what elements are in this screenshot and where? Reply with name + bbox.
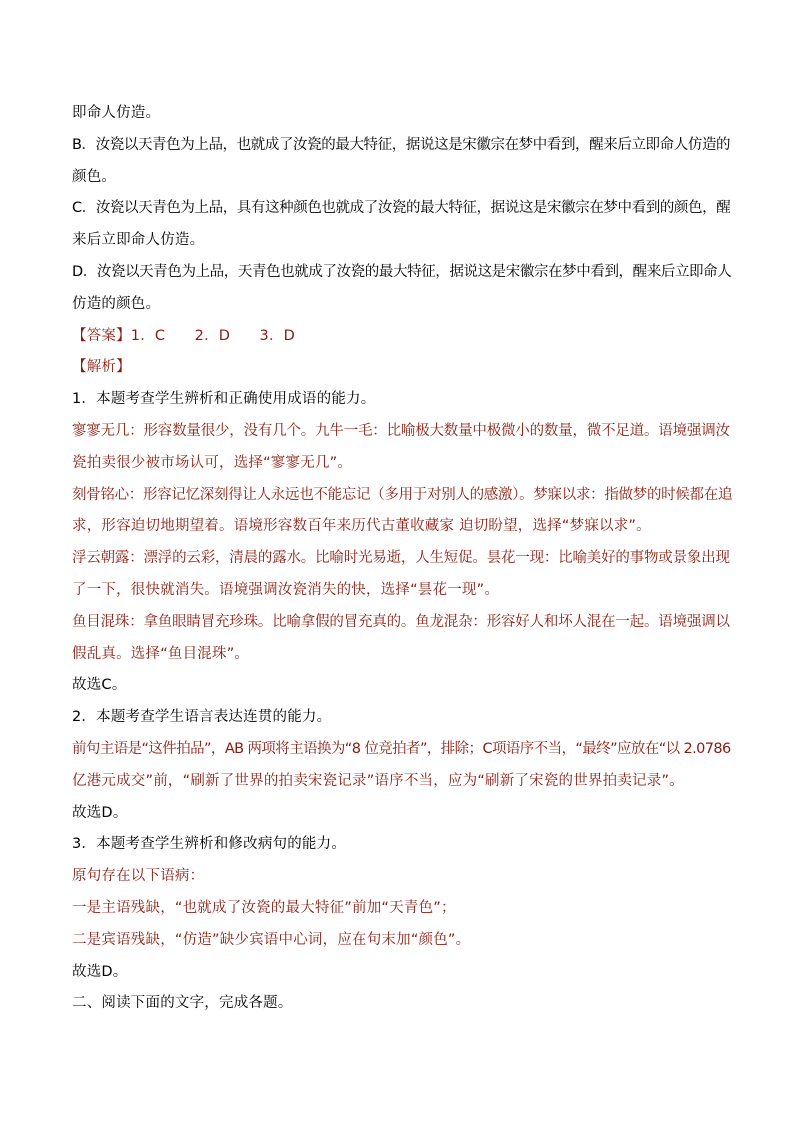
text-line: 浮云朝露：漂浮的云彩，清晨的露水。比喻时光易逝，人生短促。昙花一现：比喻美好的事物或景象出现 (72, 550, 730, 567)
text-line: C．汝瓷以天青色为上品，具有这种颜色也就成了汝瓷的最大特征，据说这是宋徽宗在梦中看到的颜色，醒 (72, 200, 731, 217)
text-line: 2．本题考查学生语言表达连贯的能力。 (72, 709, 332, 726)
text-line: 刻骨铭心：形容记忆深刻得让人永远也不能忘记（多用于对别人的感激）。梦寐以求：指做梦的时候都在追 (72, 486, 733, 503)
document-body (72, 98, 732, 1020)
text-line: 仿造的颜色。 (72, 295, 161, 312)
text-line: 即命人仿造。 (72, 105, 161, 121)
text-line: 来后立即命人仿造。 (72, 232, 205, 249)
text-line: 3．本题考查学生辨析和修改病句的能力。 (72, 836, 347, 853)
text-line: 亿港元成交”前，“刷新了世界的拍卖宋瓷记录”语序不当，应为“刷新了宋瓷的世界拍卖记录”。 (72, 772, 684, 789)
text-line: 颜色。 (72, 168, 117, 185)
text-line: 了一下，很快就消失。语境强调汝瓷消失的快，选择“昙花一现”。 (72, 581, 500, 598)
text-line: D．汝瓷以天青色为上品，天青色也就成了汝瓷的最大特征，据说这是宋徽宗在梦中看到，醒来后立即命人 (72, 263, 732, 280)
text-line: 二、阅读下面的文字，完成各题。 (72, 995, 293, 1012)
text-line: 1．本题考查学生辨析和正确使用成语的能力。 (72, 391, 376, 408)
text-line: 假乱真。选择“鱼目混珠”。 (72, 645, 250, 662)
text-line: 鱼目混珠：拿鱼眼睛冒充珍珠。比喻拿假的冒充真的。鱼龙混杂：形容好人和坏人混在一起。语境强调以 (72, 613, 730, 630)
text-line: 一是主语残缺，“也就成了汝瓷的最大特征”前加“天青色”； (72, 899, 456, 916)
text-line: B．汝瓷以天青色为上品，也就成了汝瓷的最大特征，据说这是宋徽宗在梦中看到，醒来后立即命人仿造的 (72, 136, 731, 153)
text-line: 瓷拍卖很少被市场认可，选择“寥寥无几”。 (72, 454, 353, 471)
text-line: 寥寥无几：形容数量很少，没有几个。九牛一毛：比喻极大数量中极微小的数量，微不足道。语境强调汝 (72, 422, 730, 439)
text-line: 求，形容迫切地期望着。语境形容数百年来历代古董收藏家 迫切盼望，选择“梦寐以求”。 (72, 518, 651, 535)
text-line: 原句存在以下语病： (72, 868, 205, 885)
text-line: 【解析】 (72, 359, 131, 376)
text-line: 前句主语是“这件拍品”，AB 两项将主语换为“8 位竞拍者”，排除；C项语序不当，“最终”应放在“以 2.0786 (72, 740, 731, 757)
text-line: 故选D。 (72, 804, 128, 821)
text-line: 故选D。 (72, 963, 128, 980)
text-line: 故选C。 (72, 677, 127, 694)
text-line: 【答案】1．C 2．D 3．D (72, 327, 296, 344)
text-line: 二是宾语残缺，“仿造”缺少宾语中心词，应在句末加“颜色”。 (72, 931, 471, 948)
